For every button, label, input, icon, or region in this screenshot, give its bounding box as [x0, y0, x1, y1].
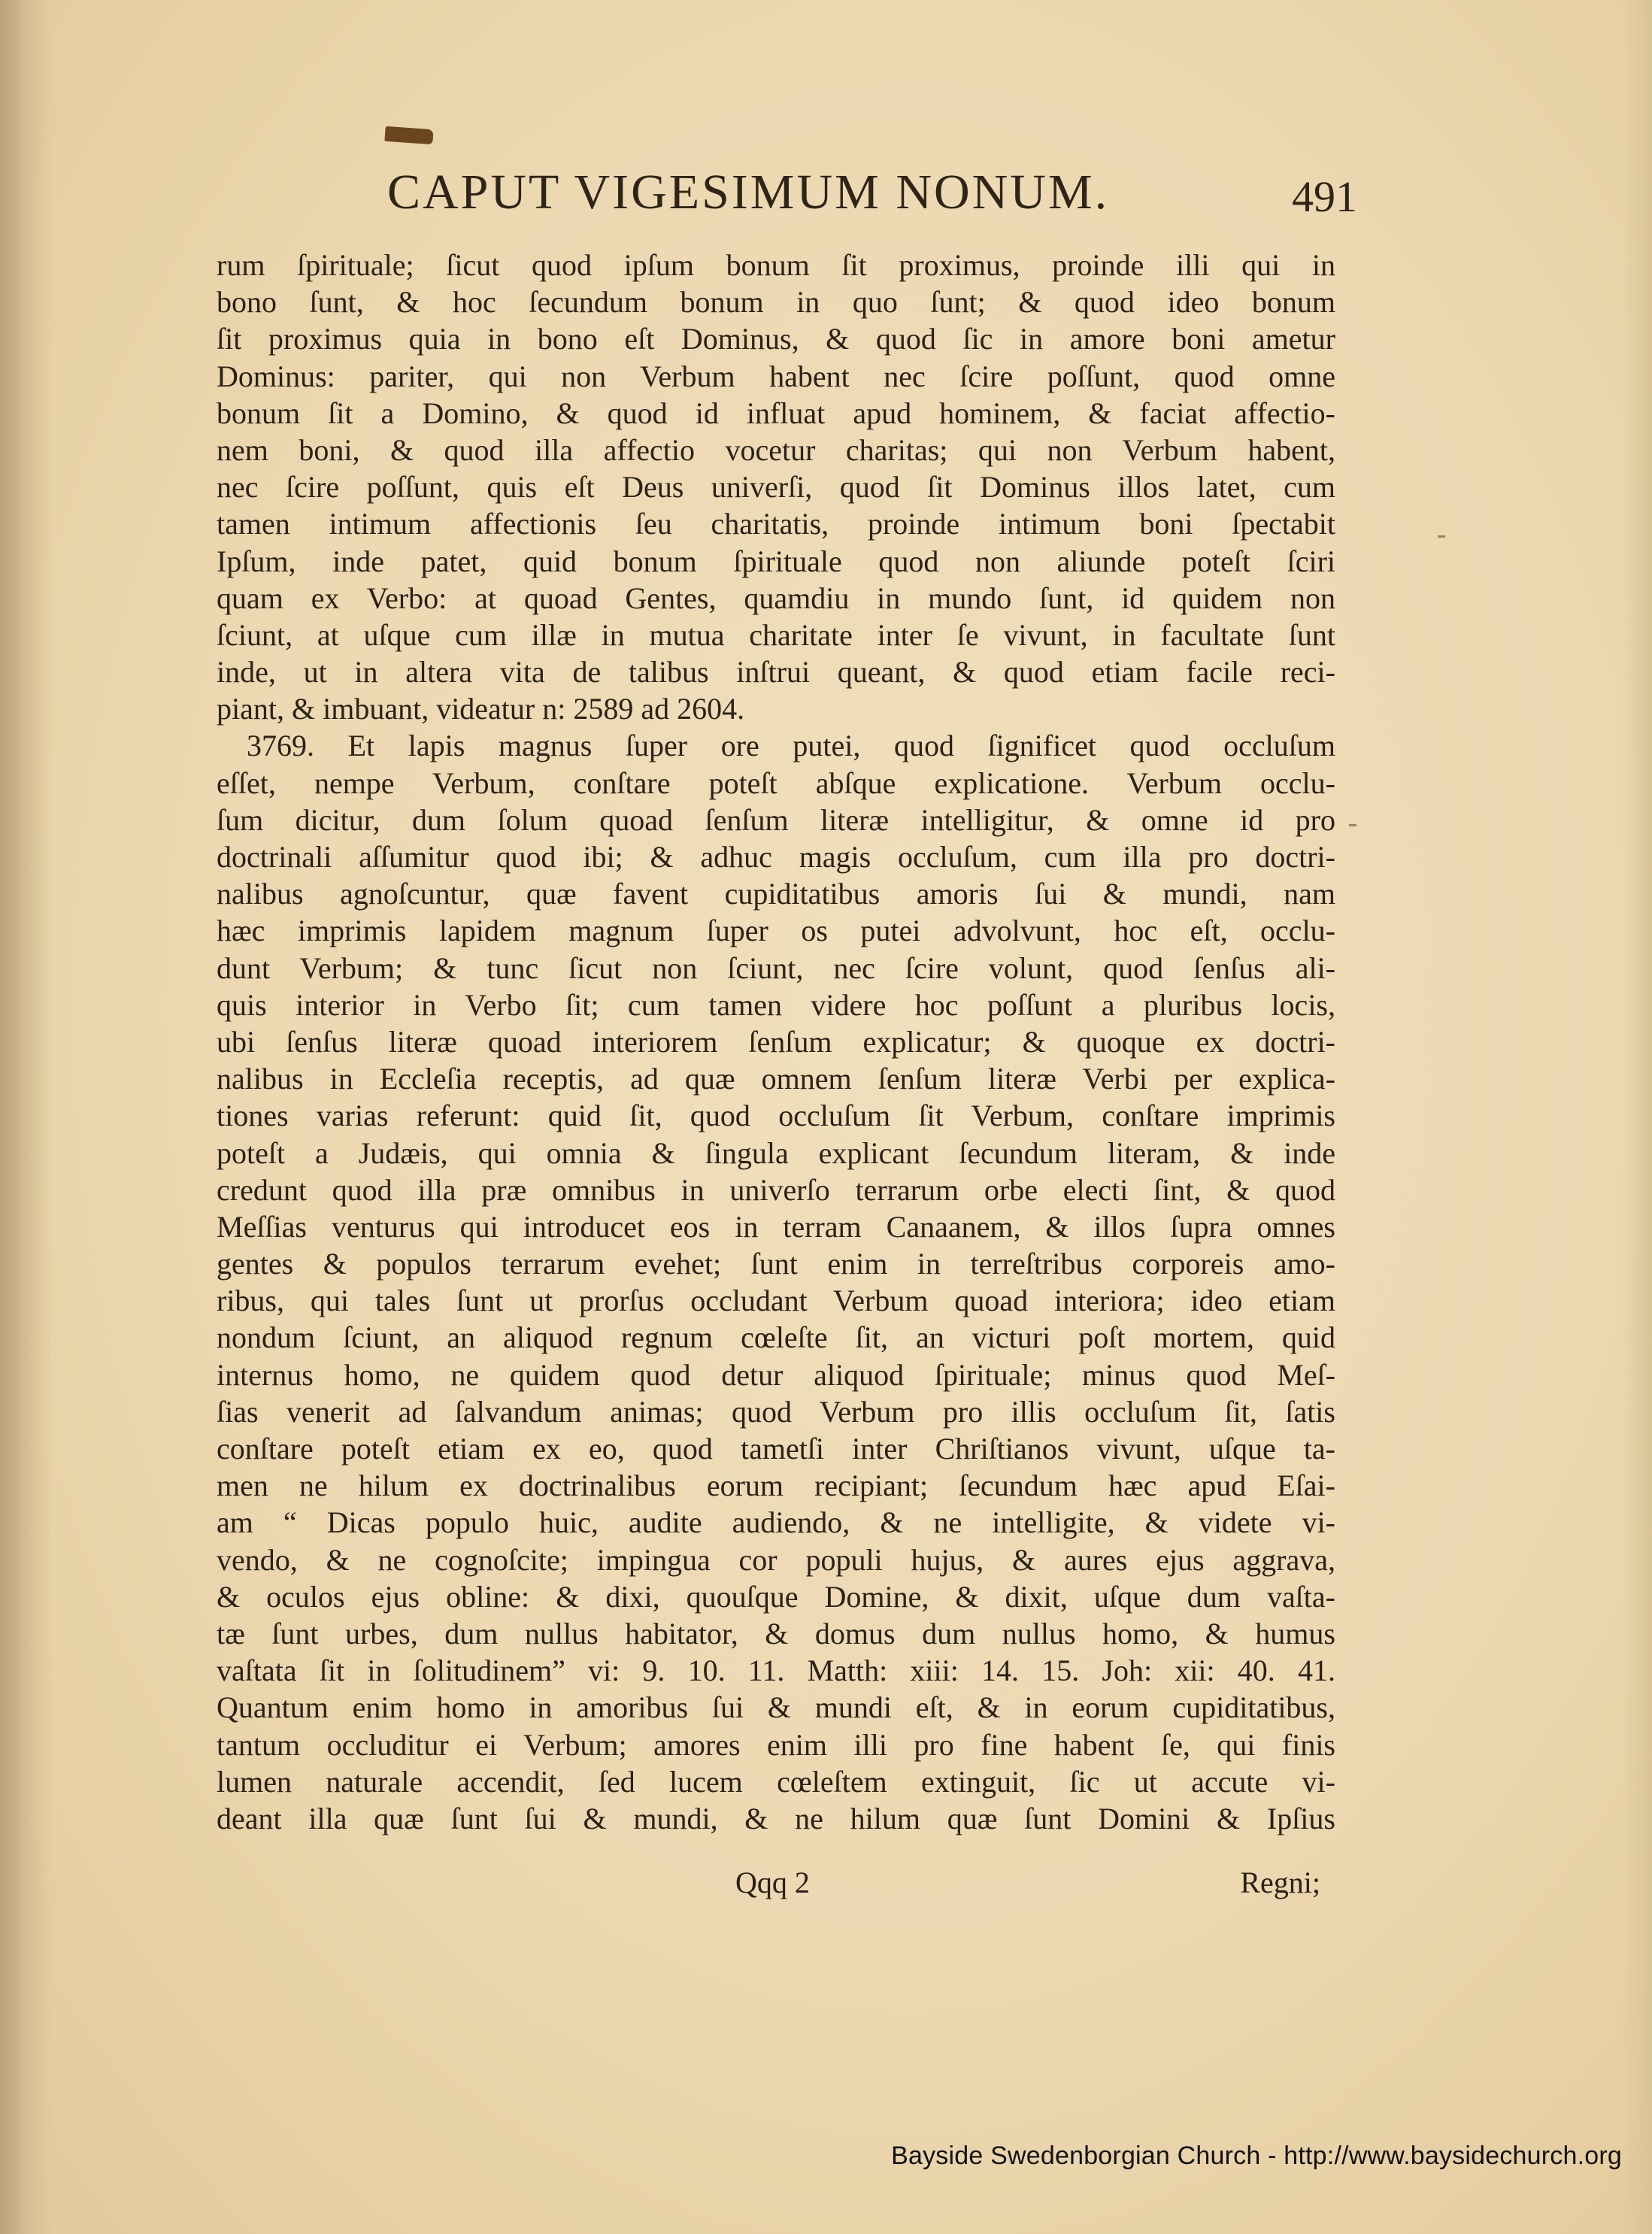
page-tab-mark — [384, 126, 433, 144]
text-line: doctrinali aſſumitur quod ibi; & adhuc magis occluſum, cum illa pro doctri- — [217, 840, 1335, 874]
text-line: ribus, qui tales ſunt ut prorſus occludant Verbum quoad interiora; ideo etiam — [217, 1284, 1335, 1318]
page-footer — [217, 1865, 1335, 1902]
text-line: gentes & populos terrarum evehet; ſunt enim in terreſtribus corporeis amo- — [217, 1247, 1335, 1281]
text-line: rum ſpirituale; ſicut quod ipſum bonum ſit proximus, proinde illi qui in — [217, 248, 1335, 282]
text-line: nem boni, & quod illa affectio vocetur charitas; qui non Verbum habent, — [217, 432, 1335, 467]
text-line: tæ ſunt urbes, dum nullus habitator, & domus dum nullus homo, & humus — [217, 1616, 1335, 1650]
text-line: men ne hilum ex doctrinalibus eorum recipiant; ſecundum hæc apud Eſai- — [217, 1469, 1335, 1503]
text-line: ſit proximus quia in bono eſt Dominus, & quod ſic in amore boni ametur — [217, 322, 1335, 356]
text-line: nondum ſciunt, an aliquod regnum cœleſte ſit, an victuri poſt mortem, quid — [217, 1320, 1335, 1355]
text-line: hæc imprimis lapidem magnum ſuper os putei advolvunt, hoc eſt, occlu- — [217, 914, 1335, 948]
text-line: dunt Verbum; & tunc ſicut non ſciunt, nec ſcire volunt, quod ſenſus ali- — [217, 950, 1335, 985]
text-line: Quantum enim homo in amoribus ſui & mundi eſt, & in eorum cupiditatibus, — [217, 1690, 1335, 1725]
text-line: & oculos ejus obline: & dixi, quouſque Domine, & dixit, uſque dum vaſta- — [217, 1579, 1335, 1614]
text-line: bono ſunt, & hoc ſecundum bonum in quo ſunt; & quod ideo bonum — [217, 285, 1335, 320]
page-edge — [1622, 0, 1652, 2234]
page-number: 491 — [1292, 172, 1357, 221]
text-line: Meſſias venturus qui introducet eos in terram Canaanem, & illos ſupra omnes — [217, 1209, 1335, 1244]
text-line: bonum ſit a Domino, & quod id influat apud hominem, & faciat affectio- — [217, 396, 1335, 430]
gutter-shadow — [0, 0, 53, 2234]
margin-speck — [1438, 535, 1445, 538]
text-line: vaſtata ſit in ſolitudinem” vi: 9. 10. 11. Matth: xiii: 14. 15. Joh: xii: 40. 41. — [217, 1654, 1335, 1688]
text-line: nec ſcire poſſunt, quis eſt Deus univerſi, quod ſit Dominus illos latet, cum — [217, 470, 1335, 505]
text-line: eſſet, nempe Verbum, conſtare poteſt abſque explicatione. Verbum occlu- — [217, 765, 1335, 800]
text-line: piant, & imbuant, videatur n: 2589 ad 2604. — [217, 692, 745, 726]
text-line: deant illa quæ ſunt ſui & mundi, & ne hilum quæ ſunt Domini & Ipſius — [217, 1801, 1335, 1835]
text-line: Ipſum, inde patet, quid bonum ſpirituale quod non aliunde poteſt ſciri — [217, 544, 1335, 578]
text-line: ſias venerit ad ſalvandum animas; quod Verbum pro illis occluſum ſit, ſatis — [217, 1394, 1335, 1429]
text-line: ſum dicitur, dum ſolum quoad ſenſum literæ intelligitur, & omne id pro — [217, 802, 1335, 837]
text-line: inde, ut in altera vita de talibus inſtrui queant, & quod etiam facile reci- — [217, 655, 1335, 690]
text-line: nalibus in Eccleſia receptis, ad quæ omnem ſenſum literæ Verbi per explica- — [217, 1062, 1335, 1096]
text-line: quam ex Verbo: at quoad Gentes, quamdiu in mundo ſunt, id quidem non — [217, 580, 1335, 615]
text-line: tantum occluditur ei Verbum; amores enim illi pro fine habent ſe, qui finis — [217, 1727, 1335, 1762]
body-text — [217, 247, 1335, 1837]
signature-mark: Qqq 2 — [735, 1866, 810, 1899]
margin-speck — [1349, 824, 1356, 826]
text-line: poteſt a Judæis, qui omnia & ſingula explicant ſecundum literam, & inde — [217, 1135, 1335, 1170]
text-line: quis interior in Verbo ſit; cum tamen videre hoc poſſunt a pluribus locis, — [217, 987, 1335, 1022]
paragraph-start-line: 3769. Et lapis magnus ſuper ore putei, quod ſignificet quod occluſum — [247, 729, 1335, 763]
text-line: credunt quod illa præ omnibus in univerſo terrarum orbe electi ſint, & quod — [217, 1172, 1335, 1207]
text-line: tamen intimum affectionis ſeu charitatis, proinde intimum boni ſpectabit — [217, 507, 1335, 541]
running-head: CAPUT VIGESIMUM NONUM. — [387, 165, 1110, 220]
text-line: nalibus agnoſcuntur, quæ favent cupiditatibus amoris ſui & mundi, nam — [217, 877, 1335, 911]
text-line: internus homo, ne quidem quod detur aliquod ſpirituale; minus quod Meſ- — [217, 1357, 1335, 1392]
watermark-text: Bayside Swedenborgian Church - http://www.baysidechurch.org — [891, 2142, 1622, 2170]
text-line: tiones varias referunt: quid ſit, quod occluſum ſit Verbum, conſtare imprimis — [217, 1099, 1335, 1133]
text-line: conſtare poteſt etiam ex eo, quod tametſi inter Chriſtianos vivunt, uſque ta- — [217, 1432, 1335, 1466]
text-line: ſciunt, at uſque cum illæ in mutua charitate inter ſe vivunt, in facultate ſunt — [217, 617, 1335, 652]
catchword: Regni; — [1240, 1866, 1320, 1899]
text-line: Dominus: pariter, qui non Verbum habent nec ſcire poſſunt, quod omne — [217, 359, 1335, 393]
page-header — [387, 156, 1357, 224]
text-line: ubi ſenſus literæ quoad interiorem ſenſum explicatur; & quoque ex doctri- — [217, 1024, 1335, 1059]
text-line: lumen naturale accendit, ſed lucem cœleſtem extinguit, ſic ut accute vi- — [217, 1764, 1335, 1799]
text-line: vendo, & ne cognoſcite; impingua cor populi hujus, & aures ejus aggrava, — [217, 1542, 1335, 1577]
text-line: am “ Dicas populo huic, audite audiendo, & ne intelligite, & videte vi- — [217, 1505, 1335, 1540]
